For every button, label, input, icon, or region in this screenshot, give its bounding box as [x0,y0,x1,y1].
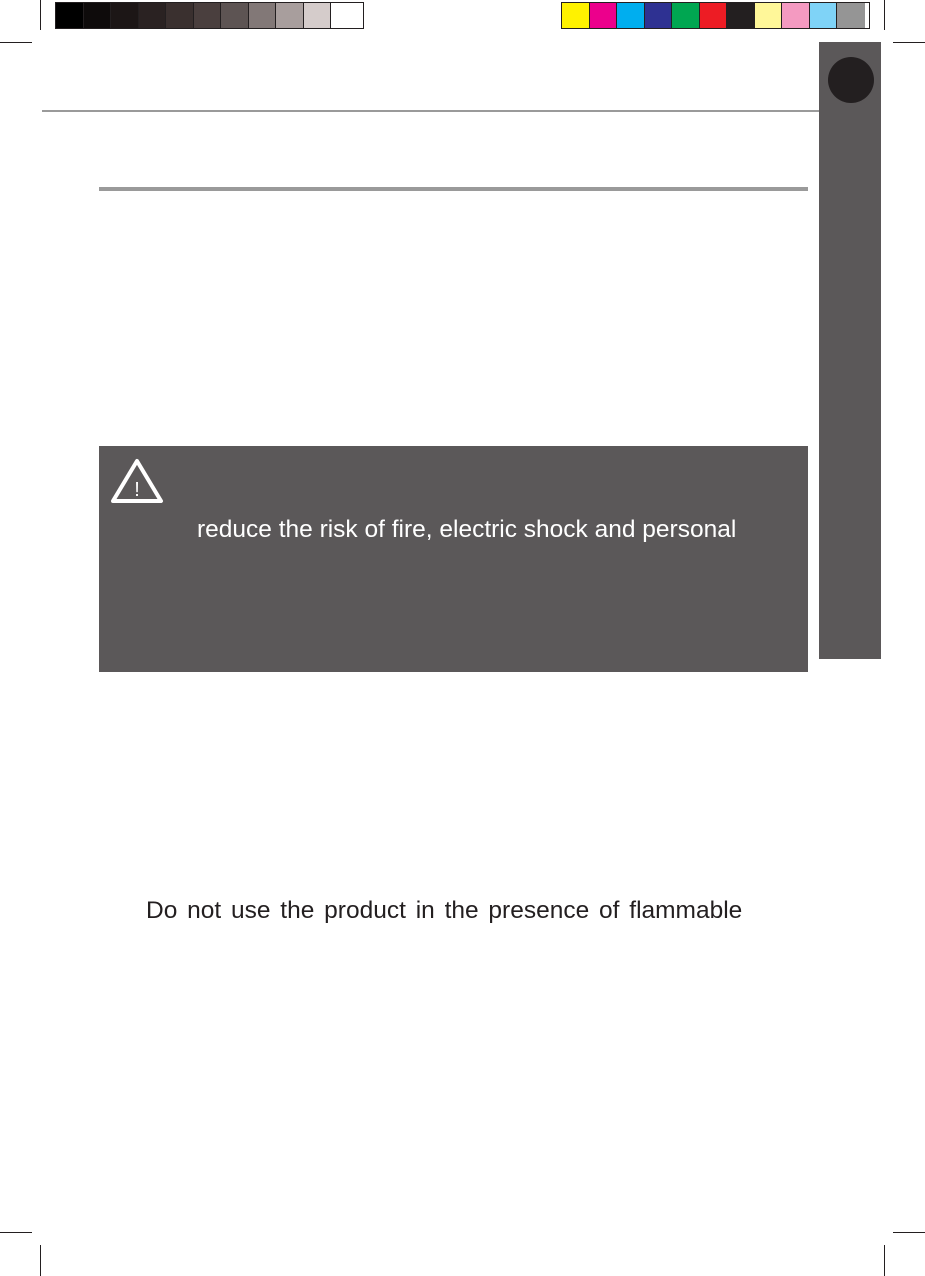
process-swatch [837,3,865,28]
header-rule [42,110,819,112]
process-swatch [700,3,728,28]
grayscale-swatch [56,3,84,28]
process-swatch [672,3,700,28]
grayscale-swatch [249,3,277,28]
process-swatch [782,3,810,28]
grayscale-swatch [304,3,332,28]
section-rule [99,187,808,191]
language-side-tab [819,42,881,659]
grayscale-swatch [221,3,249,28]
body-text-line: Do not use the product in the presence of flammable [146,897,743,924]
crop-mark-bottom-right-vertical [884,1245,885,1276]
warning-icon-glyph: ! [134,479,140,501]
warning-triangle-icon [110,458,164,504]
crop-mark-bottom-left-vertical [40,1245,41,1276]
grayscale-swatch [194,3,222,28]
crop-mark-top-left-horizontal [0,42,32,43]
side-tab-marker [828,57,874,103]
grayscale-swatch [276,3,304,28]
crop-mark-top-right-horizontal [893,42,925,43]
crop-mark-bottom-left-horizontal [0,1232,32,1233]
crop-mark-top-right-vertical [884,0,885,30]
process-swatch [810,3,838,28]
process-swatch [645,3,673,28]
process-swatch [617,3,645,28]
crop-mark-top-left-vertical [40,0,41,30]
process-swatch [590,3,618,28]
process-swatch [727,3,755,28]
grayscale-swatch [111,3,139,28]
warning-box [99,446,808,672]
grayscale-swatch [166,3,194,28]
process-swatch [562,3,590,28]
warning-text: reduce the risk of fire, electric shock and personal [197,516,737,543]
grayscale-swatch [84,3,112,28]
process-swatch [755,3,783,28]
grayscale-swatch [139,3,167,28]
grayscale-swatch [331,3,359,28]
process-color-bar [561,2,870,29]
crop-mark-bottom-right-horizontal [893,1232,925,1233]
grayscale-color-bar [55,2,364,29]
